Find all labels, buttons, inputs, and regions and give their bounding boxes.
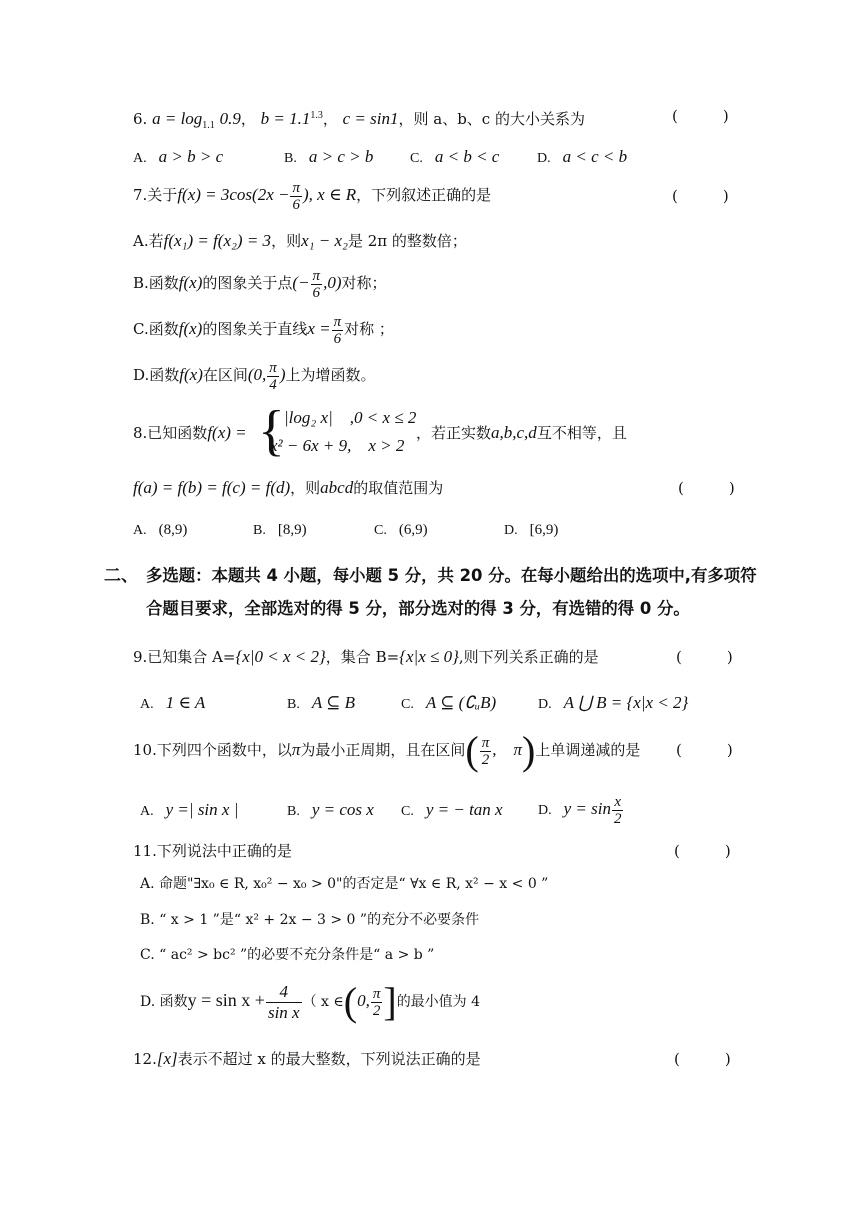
q6-a-sub: 1.1 bbox=[202, 120, 215, 131]
q7-answer-paren: ( ) bbox=[672, 187, 729, 205]
q8-option-d: D. [6,9) bbox=[504, 522, 559, 538]
q11-option-a: A. 命题"∃x₀ ∈ R, x₀² − x₀ > 0"的否定是“ ∀x ∈ R, x² − x < 0 ” bbox=[140, 876, 549, 892]
q10-stem: 10.下列四个函数中，以π为最小正周期，且在区间( $\frac{\pi}{2}$ , π)上单调递减的是 bbox=[133, 728, 641, 773]
q6-a-def: a = log bbox=[152, 109, 203, 128]
q7-frac: $\frac{\pi}{6}$ bbox=[292, 179, 300, 213]
q8-case-2: x² − 6x + 9, x > 2 bbox=[270, 436, 405, 455]
q11-option-d: D. 函数y = sin x + $\frac{4}{\text{sin x}}$ （ x ∈(0, $\frac{\pi}{2}$ ]的最小值为 4 bbox=[140, 979, 481, 1024]
q6-answer-paren: ( ) bbox=[672, 107, 729, 125]
q11-answer-paren: ( ) bbox=[674, 842, 731, 860]
q10-option-b: B. y = cos x bbox=[287, 800, 374, 819]
q11-option-c: C. “ ac² > bc² ”的必要不充分条件是“ a > b ” bbox=[140, 947, 435, 963]
q12-stem: 12.[x]表示不超过 x 的最大整数，下列说法正确的是 bbox=[133, 1049, 481, 1068]
q9-answer-paren: ( ) bbox=[676, 648, 733, 666]
q8-stem-right: ，若正实数a,b,c,d互不相等，且 bbox=[416, 423, 627, 442]
q9-option-b: B. A ⊆ B bbox=[287, 693, 356, 712]
section-heading-line1: 多选题：本题共 4 小题，每小题 5 分，共 20 分。在每小题给出的选项中,有多项符 bbox=[146, 566, 757, 585]
q6-stem: 6. $a = \log_{1.1} 0.9$， $b = 1.1^{1.3}$， c = sin1，则 a、b、c 的大小关系为 bbox=[133, 109, 585, 131]
q7-option-b: B.函数f(x)的图象关于点(− $\frac{\pi}{6}$ ,0)对称； bbox=[133, 267, 387, 301]
q6-a-val: 0.9 bbox=[219, 109, 241, 128]
q8-stem-label: 8.已知函数f(x) = bbox=[133, 423, 247, 442]
q10-option-a: A. y =| sin x | bbox=[140, 800, 239, 819]
q6-number: 6. bbox=[133, 110, 148, 128]
q9-option-a: A. 1 ∈ A bbox=[140, 693, 206, 712]
q6-option-a: A. a > b > c bbox=[133, 147, 224, 166]
q7-option-d: D.函数f(x)在区间(0, $\frac{\pi}{4}$ )上为增函数。 bbox=[133, 359, 376, 393]
q11-option-b: B. “ x > 1 ”是“ x² + 2x − 3 > 0 ”的充分不必要条件 bbox=[140, 912, 480, 928]
q9-option-d: D. A ⋃ B = {x|x < 2} bbox=[538, 693, 689, 712]
q6-c-def: c = sin1 bbox=[342, 109, 399, 128]
q8-case-1: |log₂ x| ,0 < x ≤ 2 bbox=[284, 408, 417, 427]
section-heading-line2: 合题目要求，全部选对的得 5 分，部分选对的得 3 分，有选错的得 0 分。 bbox=[146, 599, 690, 618]
q7-stem: 7.关于f(x) = 3cos(2x − $\frac{\pi}{6}$ ), x ∈ R，下列叙述正确的是 bbox=[133, 179, 492, 213]
q8-piecewise-brace: { bbox=[258, 400, 285, 462]
q10-answer-paren: ( ) bbox=[676, 741, 733, 759]
q6-text: ，则 a、b、c 的大小关系为 bbox=[398, 110, 585, 128]
q12-answer-paren: ( ) bbox=[674, 1050, 731, 1068]
q8-stem-line2: f(a) = f(b) = f(c) = f(d)，则abcd的取值范围为 bbox=[133, 478, 444, 497]
q8-option-c: C. (6,9) bbox=[374, 522, 428, 538]
q10-option-c: C. y = − tan x bbox=[401, 800, 503, 819]
q6-option-d: D. a < c < b bbox=[537, 147, 628, 166]
q10-option-d: D. y = sin $\frac{x}{2}$ bbox=[538, 793, 622, 827]
q6-b-sup: 1.3 bbox=[310, 110, 323, 121]
q9-stem: 9.已知集合 A={x|0 < x < 2}，集合 B={x|x ≤ 0},则下列关系正确的是 bbox=[133, 647, 599, 666]
q8-option-a: A. (8,9) bbox=[133, 522, 188, 538]
q6-b-def: b = 1.1 bbox=[260, 109, 311, 128]
q6-option-c: C. a < b < c bbox=[410, 147, 500, 166]
q7-option-c: C.函数f(x)的图象关于直线x = $\frac{\pi}{6}$ 对称 ； bbox=[133, 313, 394, 347]
q9-option-c: C. A ⊆ (∁ᵤB) bbox=[401, 693, 497, 712]
q6-option-b: B. a > c > b bbox=[284, 147, 374, 166]
q11-stem: 11.下列说法中正确的是 bbox=[133, 842, 292, 860]
q8-option-b: B. [8,9) bbox=[253, 522, 307, 538]
section-number: 二、 bbox=[104, 566, 138, 586]
q8-answer-paren: ( ) bbox=[678, 479, 735, 497]
q7-option-a: A.若f(x₁) = f(x₂) = 3，则x₁ − x₂是 2π 的整数倍； bbox=[133, 231, 467, 250]
